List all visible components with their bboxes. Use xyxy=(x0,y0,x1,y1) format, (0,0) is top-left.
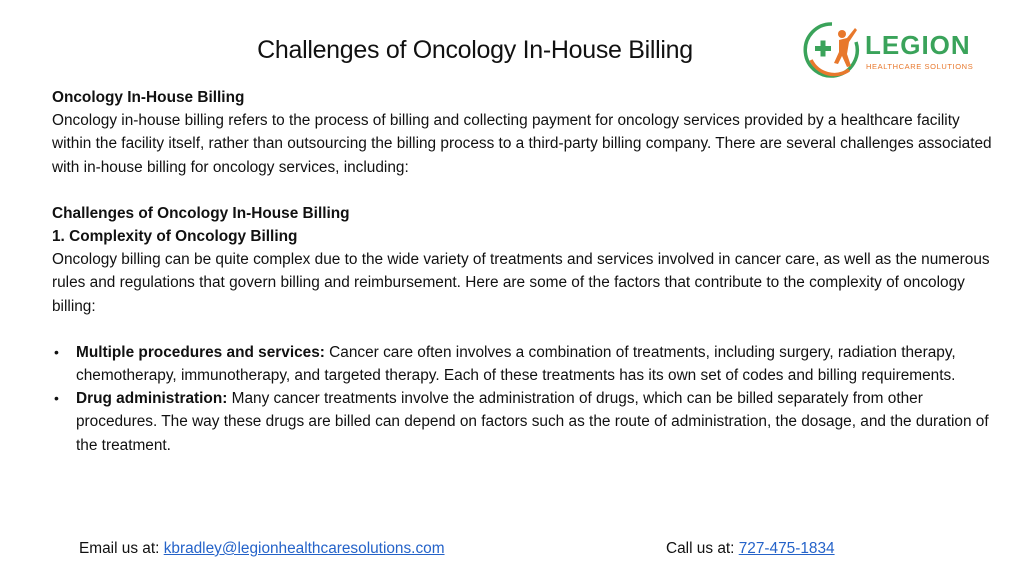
bullet-icon: • xyxy=(54,343,59,360)
phone-link[interactable]: 727-475-1834 xyxy=(738,540,835,557)
intro-heading: Oncology In-House Billing xyxy=(52,89,245,106)
bullet-text: Many cancer treatments involve the administration of drugs, which can be billed separately from other procedures. The way these drugs are billed can depend on factors such as the route of administration, the dosage, and the duration of the treatment. xyxy=(76,390,989,454)
list-item xyxy=(52,387,997,457)
bullet-term: Multiple procedures and services: xyxy=(76,343,325,361)
complexity-subheading: 1. Complexity of Oncology Billing xyxy=(52,228,298,246)
email-link[interactable]: kbradley@legionhealthcaresolutions.com xyxy=(163,540,445,557)
logo-mark-icon xyxy=(803,20,861,82)
challenges-heading: Challenges of Oncology In-House Billing xyxy=(52,204,350,222)
footer-phone xyxy=(666,538,835,560)
complexity-paragraph: Oncology billing can be quite complex due to the wide variety of treatments and services involved in cancer care, as well as the numerous rules and regulations that govern billing and reimbursement. Here are some of the factors that contribute to the complexity of oncology billing: xyxy=(52,251,990,315)
bullet-term: Drug administration: xyxy=(76,390,228,408)
email-label: Email us at: xyxy=(79,540,164,557)
logo-wordmark: LEGION xyxy=(865,30,971,60)
content-body xyxy=(52,86,997,457)
footer-email xyxy=(79,538,445,560)
phone-label: Call us at: xyxy=(666,540,739,557)
logo-tagline: HEALTHCARE SOLUTIONS xyxy=(866,62,974,71)
bullet-text: Cancer care often involves a combination of treatments, including surgery, radiation therapy, chemotherapy, immunotherapy, and targeted therapy. Each of these treatments has its own set of codes and billing requirements. xyxy=(76,343,956,385)
page-title: Challenges of Oncology In-House Billing xyxy=(257,36,693,64)
legion-logo xyxy=(803,20,988,82)
bullet-icon: • xyxy=(54,390,59,407)
factor-list xyxy=(52,341,997,457)
list-item xyxy=(52,341,997,387)
intro-paragraph: Oncology in-house billing refers to the process of billing and collecting payment for oncology services provided by a healthcare facility within the facility itself, rather than outsourcing the billing process to a third-party billing company. There are several challenges associated with in-house billing for oncology services, including: xyxy=(52,112,992,176)
